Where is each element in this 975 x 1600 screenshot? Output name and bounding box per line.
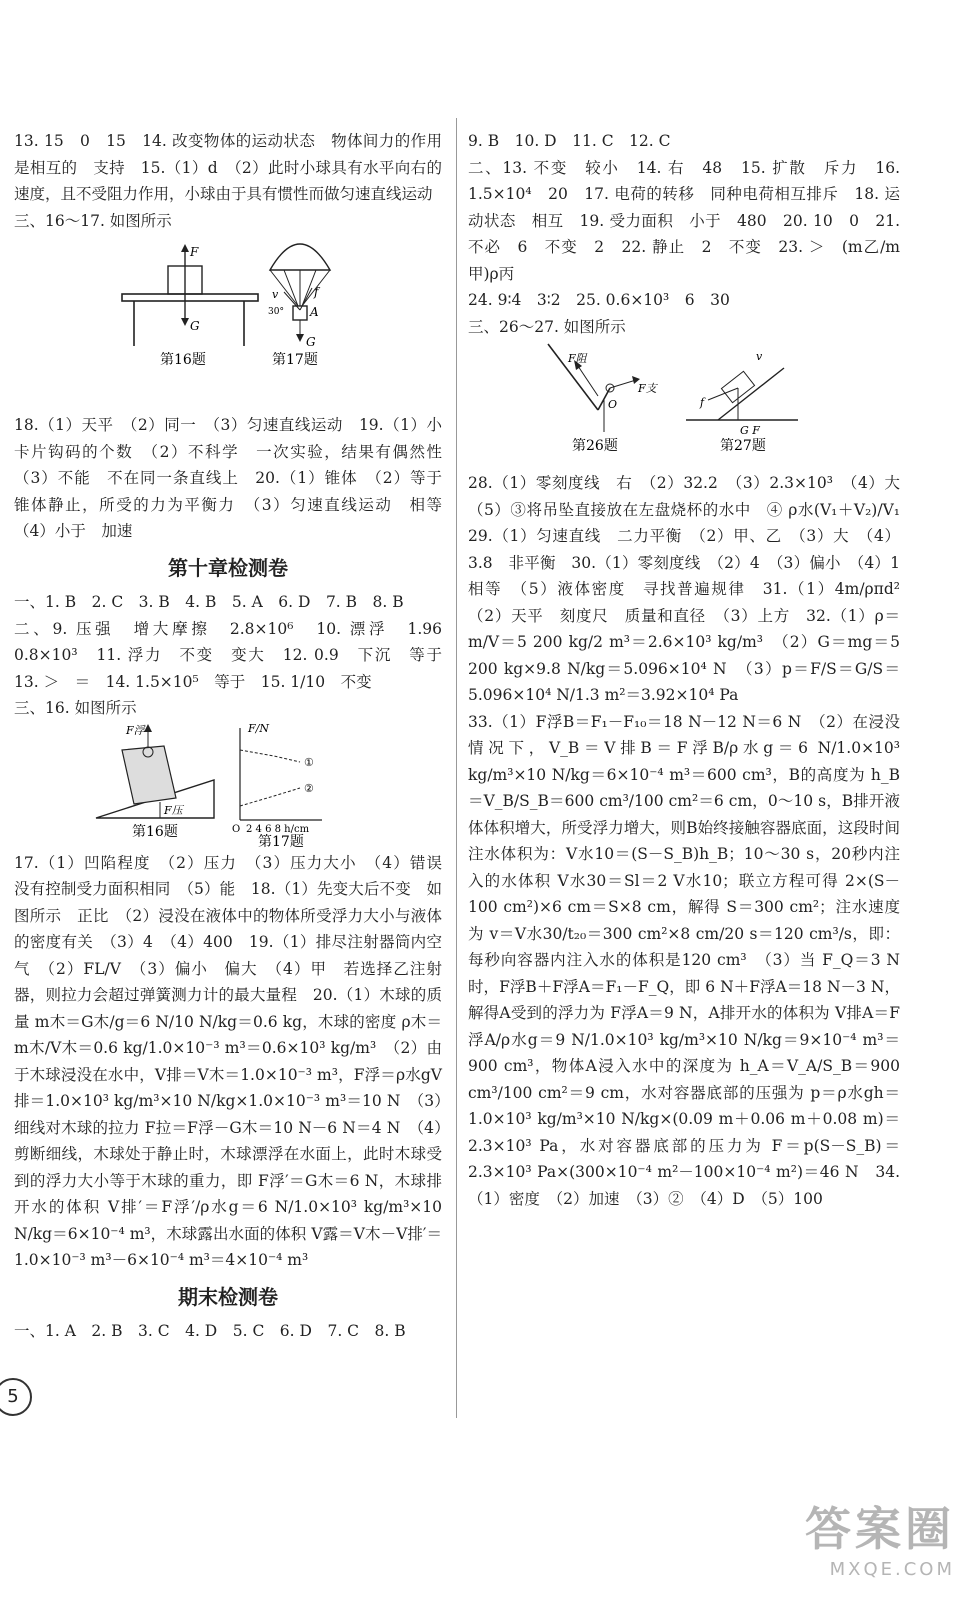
page-number: 5 [0, 1378, 32, 1416]
figure-16-17-svg [14, 234, 442, 412]
answer-block-9-15: 二、9. 压强 增大摩擦 2.8×10⁶ 10. 漂浮 1.96 0.8×10³ 11. 浮力 不变 变大 12. 0.9 下沉 等于 13. ＞ ＝ 14. 1.5×10⁵ 等于 15. 1/10 不变 [14, 619, 458, 691]
watermark-logo [805, 1493, 955, 1580]
answer-block-16-intro: 三、16. 如图所示 [14, 699, 137, 717]
svg-text:v: v [272, 288, 279, 301]
fig26-lever-diagram [548, 344, 659, 432]
answer-block-16-17-intro: 三、16～17. 如图所示 [14, 211, 172, 230]
fig16b-incline-beaker-diagram [96, 724, 214, 818]
watermark-line2: MXQE.COM [829, 1559, 955, 1580]
svg-text:①: ① [304, 755, 314, 769]
answer-block-mc-1-8: 一、1. B 2. C 3. B 4. B 5. A 6. D 7. B 8. B [14, 593, 404, 611]
figures-26-27 [468, 340, 900, 470]
figures-16-17 [14, 234, 442, 412]
fig16-caption: 第16题 [160, 352, 206, 368]
right-column [468, 128, 916, 1212]
svg-text:30°: 30° [268, 307, 284, 317]
svg-text:O: O [232, 823, 241, 835]
answer-block-9-12: 9. B 10. D 11. C 12. C [468, 132, 671, 150]
fig26-caption: 第26题 [572, 438, 618, 454]
answer-block-26-27-intro: 三、26～27. 如图所示 [468, 317, 626, 336]
svg-text:②: ② [304, 781, 314, 795]
answer-block-13-23: 二、13. 不变 较小 14. 右 48 15. 扩散 斥力 16. 1.5×10⁴ 20 17. 电荷的转移 同种电荷相互排斥 18. 运动状态 相互 19. 受力面积 小于 480 20. 10 0 21. 不必 6 不变 2 22. 静止 2 不变 23. ＞ (m乙/m甲)ρ丙 [468, 158, 900, 283]
svg-text:v: v [756, 350, 763, 363]
svg-text:F: F [190, 245, 199, 259]
fig27-caption: 第27题 [720, 438, 766, 454]
answer-block-final-mc: 一、1. A 2. B 3. C 4. D 5. C 6. D 7. C 8. B [14, 1322, 406, 1340]
svg-text:F压: F压 [164, 803, 183, 817]
svg-text:F阻: F阻 [568, 352, 587, 365]
fig17b-caption: 第17题 [258, 833, 304, 850]
svg-text:O: O [608, 398, 618, 411]
fig17-parachute-diagram [268, 244, 330, 349]
section-heading-final: 期末检测卷 [178, 1284, 278, 1309]
fig17-caption: 第17题 [272, 352, 318, 368]
svg-text:G F: G F [740, 424, 760, 437]
svg-text:F支: F支 [638, 382, 657, 395]
svg-text:G: G [306, 335, 316, 349]
svg-text:G: G [190, 319, 200, 333]
fig16b-caption: 第16题 [132, 823, 178, 840]
column-separator [456, 118, 457, 1418]
svg-text:f: f [314, 285, 319, 299]
section-heading-chapter10: 第十章检测卷 [168, 555, 288, 580]
answer-block-18-20: 18.（1）天平 （2）同一 （3）匀速直线运动 19.（1）小卡片钩码的个数 （2）不科学 一次实验，结果有偶然性 （3）不能 不在同一条直线上 20.（1）锥体 （2）等于 锥体静止，所受的力为平衡力 （3）匀速直线运动 相等 （4）小于 加速 [14, 416, 458, 540]
fig27-incline-diagram [686, 350, 798, 437]
answer-block-28-32: 28.（1）零刻度线 右 （2）32.2 （3）2.3×10³ （4）大 （5）③将吊坠直接放在左盘烧杯的水中 ④ ρ水(V₁＋V₂)/V₁ 29.（1）匀速直线 二力平衡 （2）甲、乙 （3）大 （4）3.8 非平衡 30.（1）零刻度线 （2）4 （3）偏小 （4）1 相等 （5）液体密度 寻找普遍规律 31.（1）4m/ρπd² （2）天平 刻度尺 质量和直径 （3）上方 32.（1）ρ＝m/V＝5 200 kg/2 m³＝2.6×10³ kg/m³ （2）G＝mg＝5 200 kg×9.8 N/kg＝5.096×10⁴ N （3）p＝F/S＝G/S＝5.096×10⁴ N/1.3 m²＝3.92×10⁴ Pa [468, 474, 916, 704]
figure-26-27-svg [468, 340, 900, 470]
answer-block-13-15: 13. 15 0 15 14. 改变物体的运动状态 物体间力的作用是相互的 支持 15.（1）d （2）此时小球具有水平向右的速度，且不受阻力作用，小球由于具有惯性而做匀速直线运动 [14, 132, 442, 203]
answer-block-17-20: 17.（1）凹陷程度 （2）压力 （3）压力大小 （4）错误 没有控制受力面积相同 （5）能 18.（1）先变大后不变 如图所示 正比 （2）浸没在液体中的物体所受浮力大小与液体的密度有关 （3）4 （4）400 19.（1）排尽注射器筒内空气 （2）FL/V （3）偏小 偏大 （4）甲 若选择乙注射器，则拉力会超过弹簧测力计的最大量程 20.（1）木球的质量 m木＝G木/g＝6 N/10 N/kg＝0.6 kg，木球的密度 ρ木＝m木/V木＝0.6 kg/1.0×10⁻³ m³＝0.6×10³ kg/m³ （2）由于木球浸没在水中，V排＝V木＝1.0×10⁻³ m³，F浮＝ρ水gV排＝1.0×10³ kg/m³×10 N/kg×1.0×10⁻³ m³＝10 N （3）细线对木球的拉力 F拉＝F浮－G木＝10 N－6 N＝4 N （4）剪断细线，木球处于静止时，木球漂浮在水面上，此时木球受到的浮力大小等于木球的重力，即 F浮′＝G木＝6 N，木球排开水的体积 V排′＝F浮′/ρ水g＝6 N/1.0×10³ kg/m³×10 N/kg＝6×10⁻⁴ m³，木球露出水面的体积 V露＝V木－V排′＝1.0×10⁻³ m³－6×10⁻⁴ m³＝4×10⁻⁴ m³ [14, 853, 458, 1269]
fig16-table-diagram [122, 244, 258, 346]
figure-16b-17b-svg [14, 722, 442, 850]
svg-text:A: A [310, 305, 319, 319]
svg-text:F/N: F/N [248, 721, 269, 735]
answer-block-33-34: 33.（1）F浮B＝F₁－F₁₀＝18 N－12 N＝6 N （2）在浸没情况下，V_B＝V排B＝F浮B/ρ水g＝6 N/1.0×10³ kg/m³×10 N/kg＝6×10⁻⁴ m³＝600 cm³，B的高度为 h_B＝V_B/S_B＝600 cm³/100 cm²＝6 cm，0～10 s，B排开液体体积增大，所受浮力增大，则B始终接触容器底面，这段时间注水体积为：V水10＝(S－S_B)h_B；10～30 s，20秒内注入的水体积 V水30＝Sl＝2 V水10；联立方程可得 2×(S－100 cm²)×6 cm＝S×8 cm，解得 S＝300 cm²；注水速度为 v＝V水30/t₂₀＝300 cm²×8 cm/20 s＝120 cm³/s，即：每秒向容器内注入水的体积是120 cm³ （3）当 F_Q＝3 N时，F浮B＋F浮A＝F₁－F_Q，即 6 N＋F浮A＝18 N－3 N，解得A受到的浮力为 F浮A＝9 N，A排开水的体积为 V排A＝F浮A/ρ水g＝9 N/1.0×10³ kg/m³×10 N/kg＝9×10⁻⁴ m³＝900 cm³，物体A浸入水中的深度为 h_A＝V_A/S_B＝900 cm³/100 cm²＝9 cm，水对容器底部的压强为 p＝ρ水gh＝1.0×10³ kg/m³×10 N/kg×(0.09 m＋0.06 m＋0.08 m)＝2.3×10³ Pa，水对容器底部的压力为 F＝p(S－S_B)＝2.3×10³ Pa×(300×10⁻⁴ m²－100×10⁻⁴ m²)＝46 N 34.（1）密度 （2）加速 （3）② （4）D （5）100 [468, 712, 900, 1208]
figures-16b-17b [14, 722, 442, 850]
answer-block-24-25: 24. 9∶4 3∶2 25. 0.6×10³ 6 30 [468, 291, 730, 309]
svg-text:2 4 6 8 h/cm: 2 4 6 8 h/cm [246, 823, 310, 835]
fig17b-graph [232, 722, 322, 835]
watermark-line1: 答案圈 [805, 1502, 955, 1556]
svg-text:F浮: F浮 [126, 723, 145, 737]
left-column [14, 128, 458, 1345]
svg-text:f: f [700, 396, 705, 409]
